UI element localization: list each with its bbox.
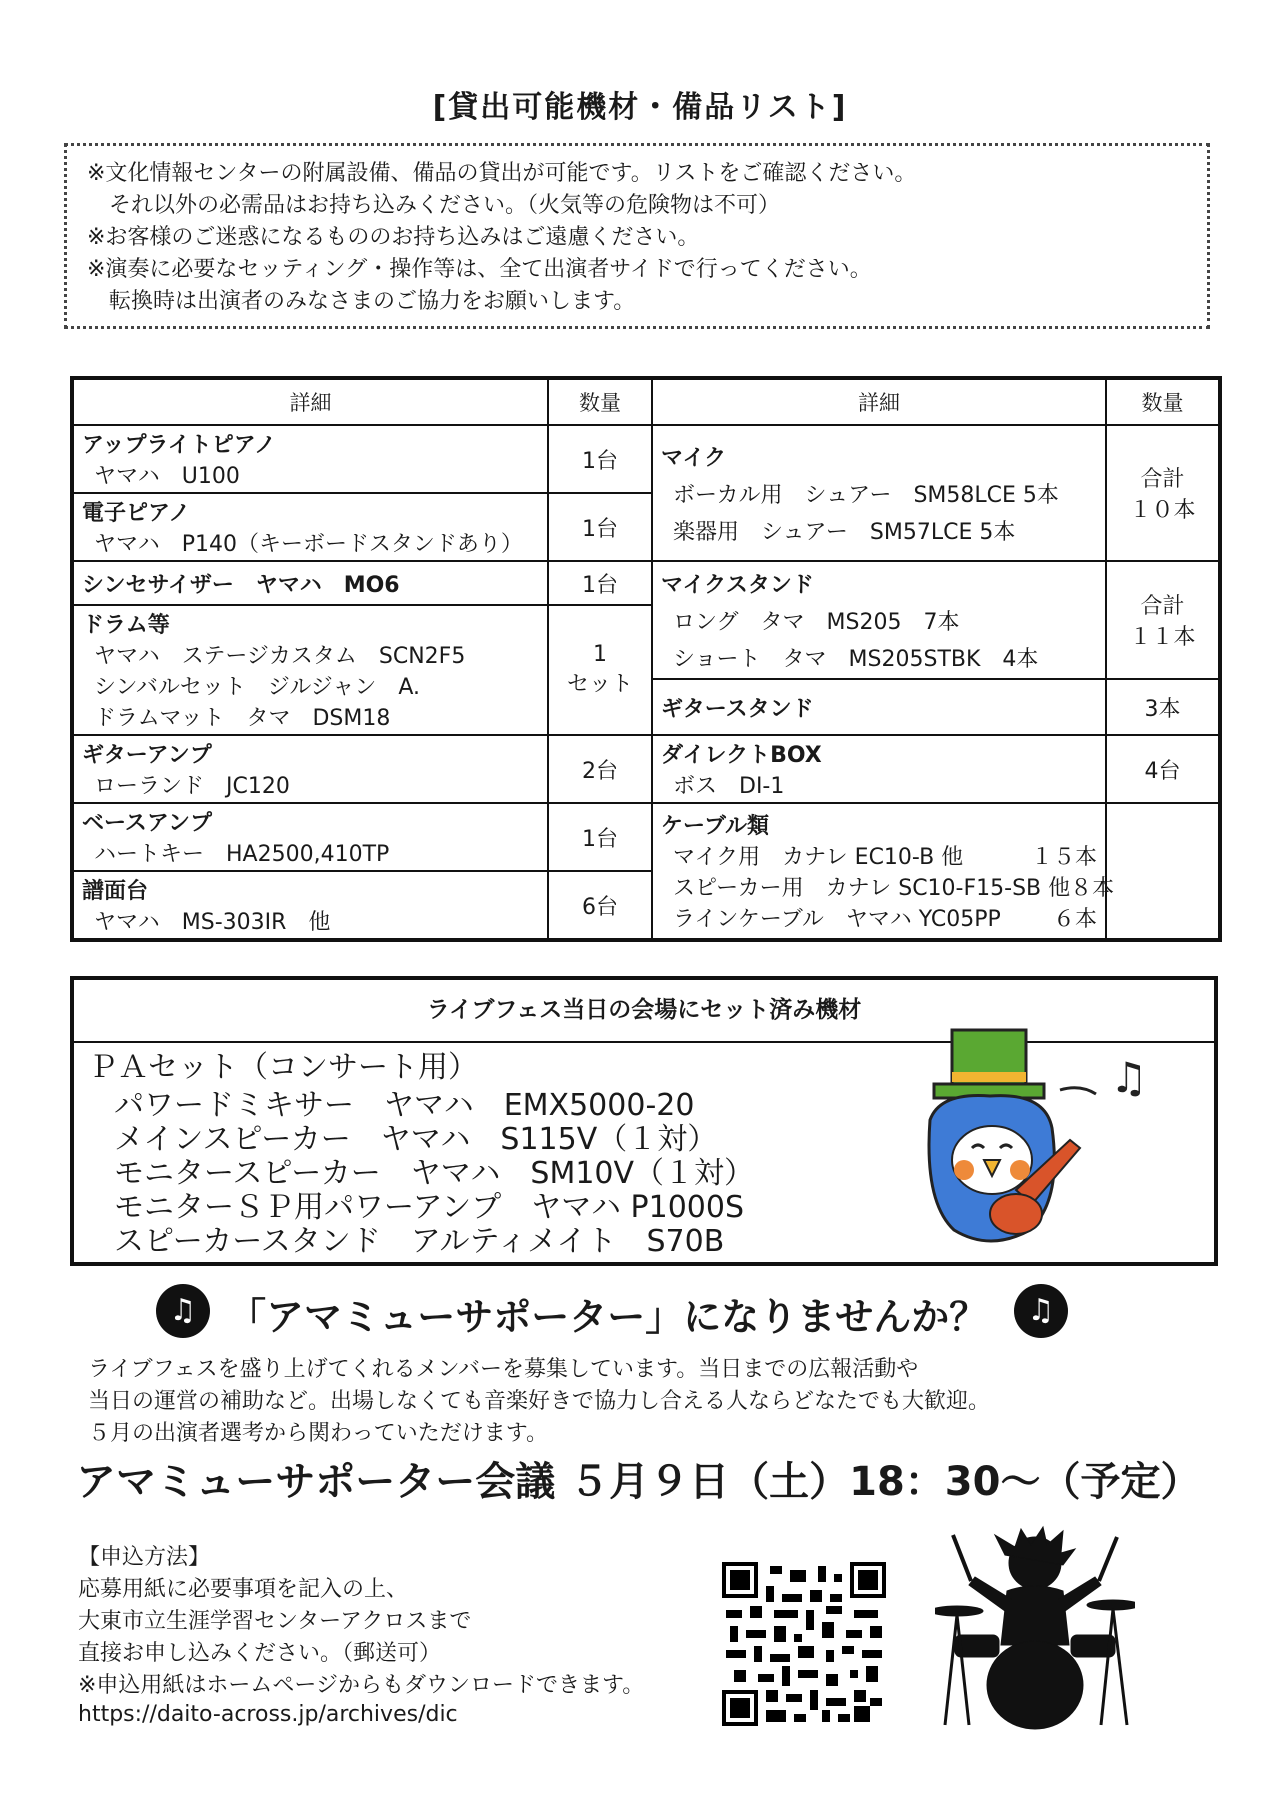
table-cell — [72, 803, 548, 871]
table-cell — [652, 679, 1106, 735]
item-detail: ハートキー HA2500,410TP — [94, 842, 390, 867]
item-name: ギタースタンド — [661, 696, 814, 722]
notice-line: 転換時は出演者のみなさまのご協力をお願いします。 — [87, 289, 636, 314]
table-cell — [72, 425, 548, 493]
qty-line: 1 — [593, 642, 607, 667]
item-qty: 3本 — [1106, 679, 1220, 735]
cable-row — [661, 871, 1115, 902]
column-header: 数量 — [1106, 378, 1220, 425]
item-detail: ボーカル用 シュアー SM58LCE 5本 — [673, 482, 1059, 508]
cable-qty: １５本 — [1030, 845, 1097, 870]
music-note-icon: ♫ — [156, 1284, 210, 1338]
item-name: ダイレクトBOX — [661, 743, 822, 768]
column-header: 詳細 — [652, 378, 1106, 425]
item-name: ギターアンプ — [82, 743, 212, 768]
supporter-desc: 当日の運営の補助など。出場しなくても音楽好きで協力し合える人ならどなたでも大歓迎。 — [88, 1389, 991, 1414]
item-qty — [1106, 425, 1220, 561]
pa-item: スピーカースタンド アルティメイト S70B — [114, 1224, 725, 1259]
equipment-table — [70, 376, 1222, 942]
bird-mascot — [920, 1020, 1180, 1260]
item-detail: ヤマハ U100 — [94, 464, 240, 489]
item-qty: 2台 — [548, 735, 652, 803]
cable-row — [661, 840, 1097, 871]
website-link[interactable]: https://daito-across.jp/archives/dic — [78, 1702, 458, 1727]
item-name: シンセサイザー ヤマハ MO6 — [82, 572, 400, 598]
item-name: マイク — [661, 445, 727, 471]
pa-title: ＰＡセット（コンサート用） — [88, 1050, 478, 1085]
supporter-desc: ライブフェスを盛り上げてくれるメンバーを募集しています。当日までの広報活動や — [88, 1357, 919, 1382]
pa-item: モニタースピーカー ヤマハ SM10V（１対） — [114, 1156, 755, 1191]
qty-line: 合計 — [1140, 594, 1185, 620]
table-cell — [72, 605, 548, 735]
supporter-title: 「アマミューサポーター」になりませんか？ — [228, 1295, 988, 1339]
item-detail: ローランド JC120 — [94, 774, 290, 799]
cable-row — [661, 902, 1097, 933]
table-cell — [652, 561, 1106, 679]
qty-line: 合計 — [1140, 467, 1185, 492]
apply-line: 大東市立生涯学習センターアクロスまで — [78, 1609, 472, 1634]
item-qty: 1台 — [548, 425, 652, 493]
notice-box — [64, 143, 1210, 329]
column-header: 詳細 — [72, 378, 548, 425]
item-qty: 4台 — [1106, 735, 1220, 803]
table-cell — [652, 425, 1106, 561]
item-name: 電子ピアノ — [82, 501, 191, 526]
item-detail: ショート タマ MS205STBK 4本 — [673, 646, 1039, 672]
table-cell — [652, 803, 1115, 940]
notice-line: それ以外の必需品はお持ち込みください。（火気等の危険物は不可） — [87, 193, 781, 218]
item-detail: ロング タマ MS205 7本 — [673, 609, 960, 635]
qty-line: セット — [566, 672, 633, 697]
qty-line: １１本 — [1129, 625, 1196, 651]
item-qty — [1106, 561, 1220, 679]
supporter-desc: ５月の出演者選考から関わっていただけます。 — [88, 1421, 549, 1446]
item-name: 譜面台 — [82, 879, 149, 904]
column-header: 数量 — [548, 378, 652, 425]
item-name: ベースアンプ — [82, 811, 213, 836]
table-cell — [72, 561, 548, 605]
music-note-icon: ♫ — [1014, 1284, 1068, 1338]
cable-label: スピーカー用 カナレ SC10-F15-SB 他 — [673, 876, 1071, 901]
table-cell — [1106, 803, 1220, 940]
notice-line: ※演奏に必要なセッティング・操作等は、全て出演者サイドで行ってください。 — [87, 257, 872, 282]
item-qty: 1台 — [548, 493, 652, 561]
item-detail: シンバルセット ジルジャン A. — [94, 675, 421, 700]
table-cell — [72, 735, 548, 803]
qr-code[interactable] — [722, 1562, 886, 1726]
item-name: アップライトピアノ — [82, 433, 277, 458]
apply-heading: 【申込方法】 — [78, 1545, 211, 1570]
cable-label: ラインケーブル ヤマハ YC05PP — [673, 907, 1001, 932]
meeting-info: アマミューサポーター会議 ５月９日（土）18：30～（予定） — [76, 1459, 1201, 1505]
table-cell — [72, 493, 548, 561]
item-name: ドラム等 — [82, 613, 170, 638]
item-detail: ドラムマット タマ DSM18 — [94, 706, 391, 731]
item-detail: ヤマハ MS-303IR 他 — [94, 910, 331, 935]
apply-line: ※申込用紙はホームページからもダウンロードできます。 — [78, 1673, 645, 1698]
apply-line: 応募用紙に必要事項を記入の上、 — [78, 1577, 409, 1602]
cable-qty: ６本 — [1052, 907, 1097, 932]
item-detail: ヤマハ ステージカスタム SCN2F5 — [94, 644, 466, 669]
item-detail: ボス DI-1 — [673, 774, 785, 799]
cable-label: マイク用 カナレ EC10-B 他 — [673, 845, 964, 870]
item-detail: 楽器用 シュアー SM57LCE 5本 — [673, 519, 1016, 545]
item-qty: 1台 — [548, 561, 652, 605]
notice-line: ※文化情報センターの附属設備、備品の貸出が可能です。リストをご確認ください。 — [87, 161, 917, 186]
pa-item: パワードミキサー ヤマハ EMX5000-20 — [114, 1088, 695, 1123]
table-cell — [72, 871, 548, 940]
apply-line: 直接お申し込みください。（郵送可） — [78, 1641, 442, 1666]
drummer-silhouette — [935, 1525, 1135, 1730]
item-detail: ヤマハ P140（キーボードスタンドあり） — [94, 532, 523, 557]
svg-text:♫: ♫ — [1110, 1053, 1148, 1102]
qty-line: １０本 — [1129, 498, 1196, 523]
item-qty — [548, 605, 652, 735]
page-title: [貸出可能機材・備品リスト] — [432, 90, 848, 125]
item-name: マイクスタンド — [661, 572, 814, 598]
pa-item: モニターＳＰ用パワーアンプ ヤマハ P1000S — [114, 1190, 745, 1225]
pa-item: メインスピーカー ヤマハ S115V（１対） — [114, 1122, 718, 1157]
item-name: ケーブル類 — [661, 814, 770, 839]
pa-header: ライブフェス当日の会場にセット済み機材 — [74, 980, 1214, 1043]
item-qty: 6台 — [548, 871, 652, 940]
cable-qty: ８本 — [1070, 876, 1115, 901]
notice-line: ※お客様のご迷惑になるもののお持ち込みはご遠慮ください。 — [87, 225, 700, 250]
table-cell — [652, 735, 1106, 803]
item-qty: 1台 — [548, 803, 652, 871]
